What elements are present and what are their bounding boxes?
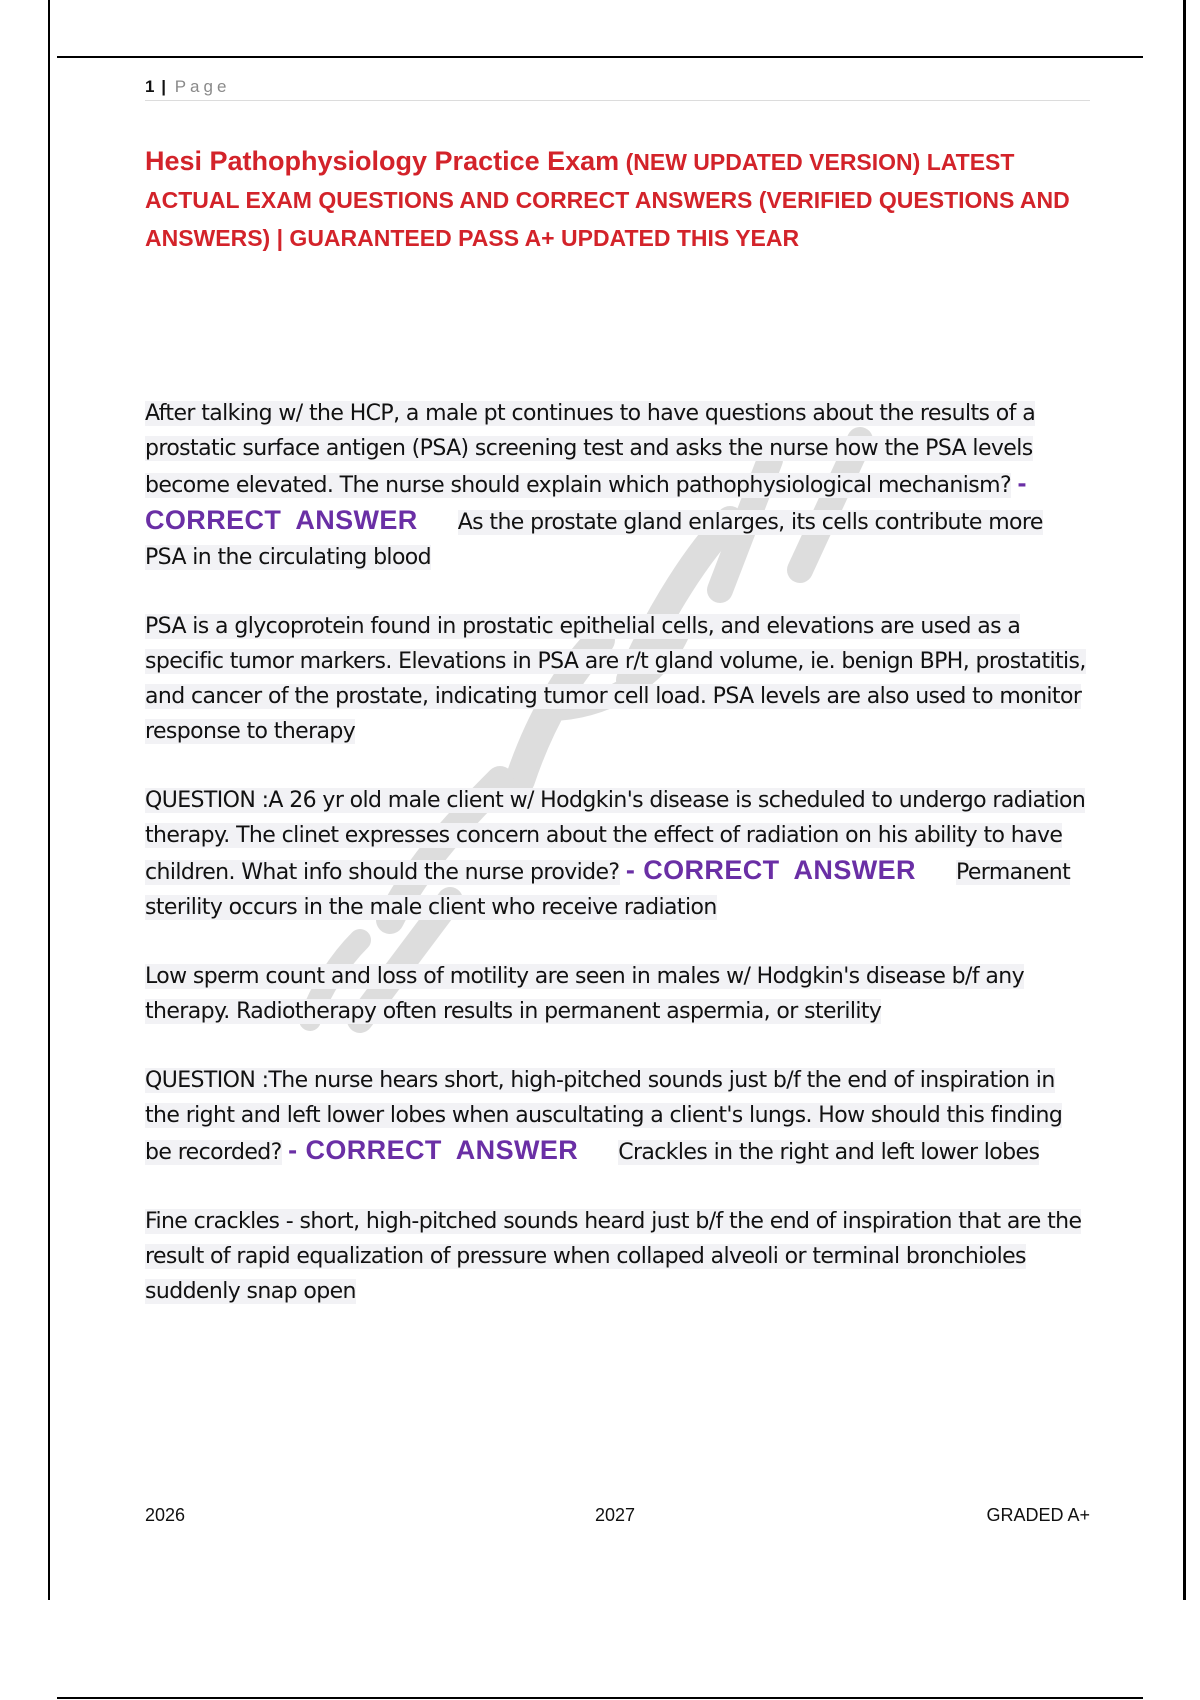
title-rest: (NEW UPDATED VERSION) LATEST ACTUAL EXAM QUESTIONS AND CORRECT ANSWERS (VERIFIED QUESTIONS AND ANSWERS) | GUARANTEED PASS A+ UPDATED THIS YEAR (145, 149, 1070, 251)
page-word: Page (174, 77, 231, 96)
question-text: QUESTION :A 26 yr old male client w/ Hodgkin's disease is scheduled to undergo radiation therapy. The clinet expresses concern about the effect of radiation on his ability to have children. What info should the nurse provide? (145, 788, 1086, 885)
footer-left: 2026 (145, 1505, 186, 1525)
title-lead: Hesi Pathophysiology Practice Exam (145, 146, 620, 176)
explanation-block-2 (145, 959, 1090, 1029)
page-number-header (145, 74, 1090, 101)
top-rule (57, 56, 1143, 58)
question-text: After talking w/ the HCP, a male pt continues to have questions about the results of a prostatic surface antigen (PSA) screening test and asks the nurse how the PSA levels become elevated. The nurse should explain which pathophysiological mechanism? (145, 401, 1036, 498)
explanation-block-1 (145, 609, 1090, 749)
page-border-right (1183, 0, 1186, 1600)
question-block-3 (145, 1063, 1090, 1170)
explanation-text: Low sperm count and loss of motility are seen in males w/ Hodgkin's disease b/f any therapy. Radiotherapy often results in permanent aspermia, or sterility (145, 964, 1025, 1024)
page-footer (145, 1502, 1090, 1528)
page-border-left (48, 0, 50, 1600)
question-block-1 (145, 396, 1090, 575)
question-block-2 (145, 783, 1090, 925)
correct-answer-label: - CORRECT ANSWER (288, 1135, 579, 1165)
answer-text: Crackles in the right and left lower lobes (618, 1140, 1040, 1165)
answer-text: As the prostate gland enlarges, its cells contribute more PSA in the circulating blood (145, 510, 1043, 570)
explanation-block-3 (145, 1204, 1090, 1309)
question-text: QUESTION :The nurse hears short, high-pitched sounds just b/f the end of inspiration in the right and left lower lobes when auscultating a client's lungs. How should this finding be recorded? (145, 1068, 1063, 1165)
footer-center: 2027 (595, 1505, 636, 1525)
answer-text: Permanent sterility occurs in the male client who receive radiation (145, 860, 1071, 920)
bottom-rule (57, 1697, 1143, 1699)
explanation-text: PSA is a glycoprotein found in prostatic epithelial cells, and elevations are used as a specific tumor markers. Elevations in PSA are r/t gland volume, ie. benign BPH, prostatitis, and cancer of the prostate, indicating tumor cell load. PSA levels are also used to monitor response to therapy (145, 614, 1086, 744)
explanation-text: Fine crackles - short, high-pitched sounds heard just b/f the end of inspiration that are the result of rapid equalization of pressure when collaped alveoli or terminal bronchioles suddenly snap open (145, 1209, 1082, 1304)
page-separator: | (161, 77, 166, 96)
correct-answer-label: - CORRECT ANSWER (625, 855, 916, 885)
footer-right: GRADED A+ (986, 1505, 1090, 1525)
correct-answer-label: - CORRECT ANSWER (145, 468, 1027, 535)
qa-content (145, 396, 1090, 1343)
page-number: 1 (145, 77, 155, 96)
document-title (145, 142, 1090, 257)
